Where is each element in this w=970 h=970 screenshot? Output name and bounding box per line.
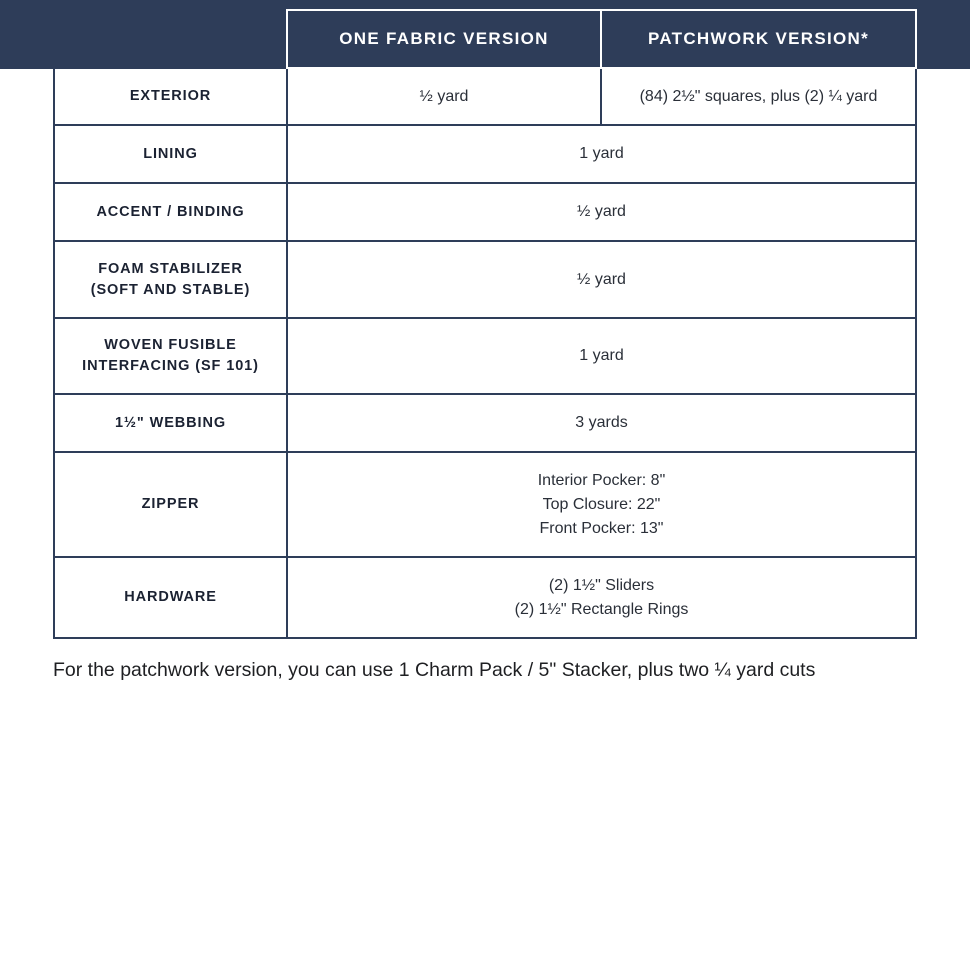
patchwork-footnote: For the patchwork version, you can use 1 Charm Pack / 5" Stacker, plus two ¼ yard cuts <box>53 659 816 681</box>
exterior-one-fabric: ½ yard <box>419 87 469 105</box>
row-label-lining: LINING <box>143 145 198 162</box>
row-label-accent-binding: ACCENT / BINDING <box>96 203 245 220</box>
row-label-exterior: EXTERIOR <box>129 88 212 104</box>
row-label-zipper: ZIPPER <box>141 496 200 512</box>
foam-stabilizer-value: ½ yard <box>577 270 626 288</box>
row-label-foam-stabilizer: FOAM STABILIZER (SOFT AND STABLE) <box>90 260 251 298</box>
row-label-hardware: HARDWARE <box>124 589 217 605</box>
lining-value: 1 yard <box>579 145 624 162</box>
table-border-bottom <box>53 637 917 639</box>
exterior-patchwork: (84) 2½" squares, plus (2) ¼ yard <box>639 87 878 105</box>
row-label-webbing: 1½" WEBBING <box>114 414 227 431</box>
header-one-fabric: ONE FABRIC VERSION <box>286 9 602 69</box>
accent-binding-value: ½ yard <box>577 203 626 220</box>
zipper-value: Interior Pocker: 8" Top Closure: 22" Front Pocker: 13" <box>537 471 666 537</box>
webbing-value: 3 yards <box>575 414 628 431</box>
hardware-value: (2) 1½" Sliders (2) 1½" Rectangle Rings <box>514 576 689 618</box>
woven-interfacing-value: 1 yard <box>579 347 624 364</box>
row-label-woven-interfacing: WOVEN FUSIBLE INTERFACING (SF 101) <box>82 337 259 374</box>
table-border-right <box>915 69 917 639</box>
header-patchwork: PATCHWORK VERSION* <box>600 9 917 69</box>
